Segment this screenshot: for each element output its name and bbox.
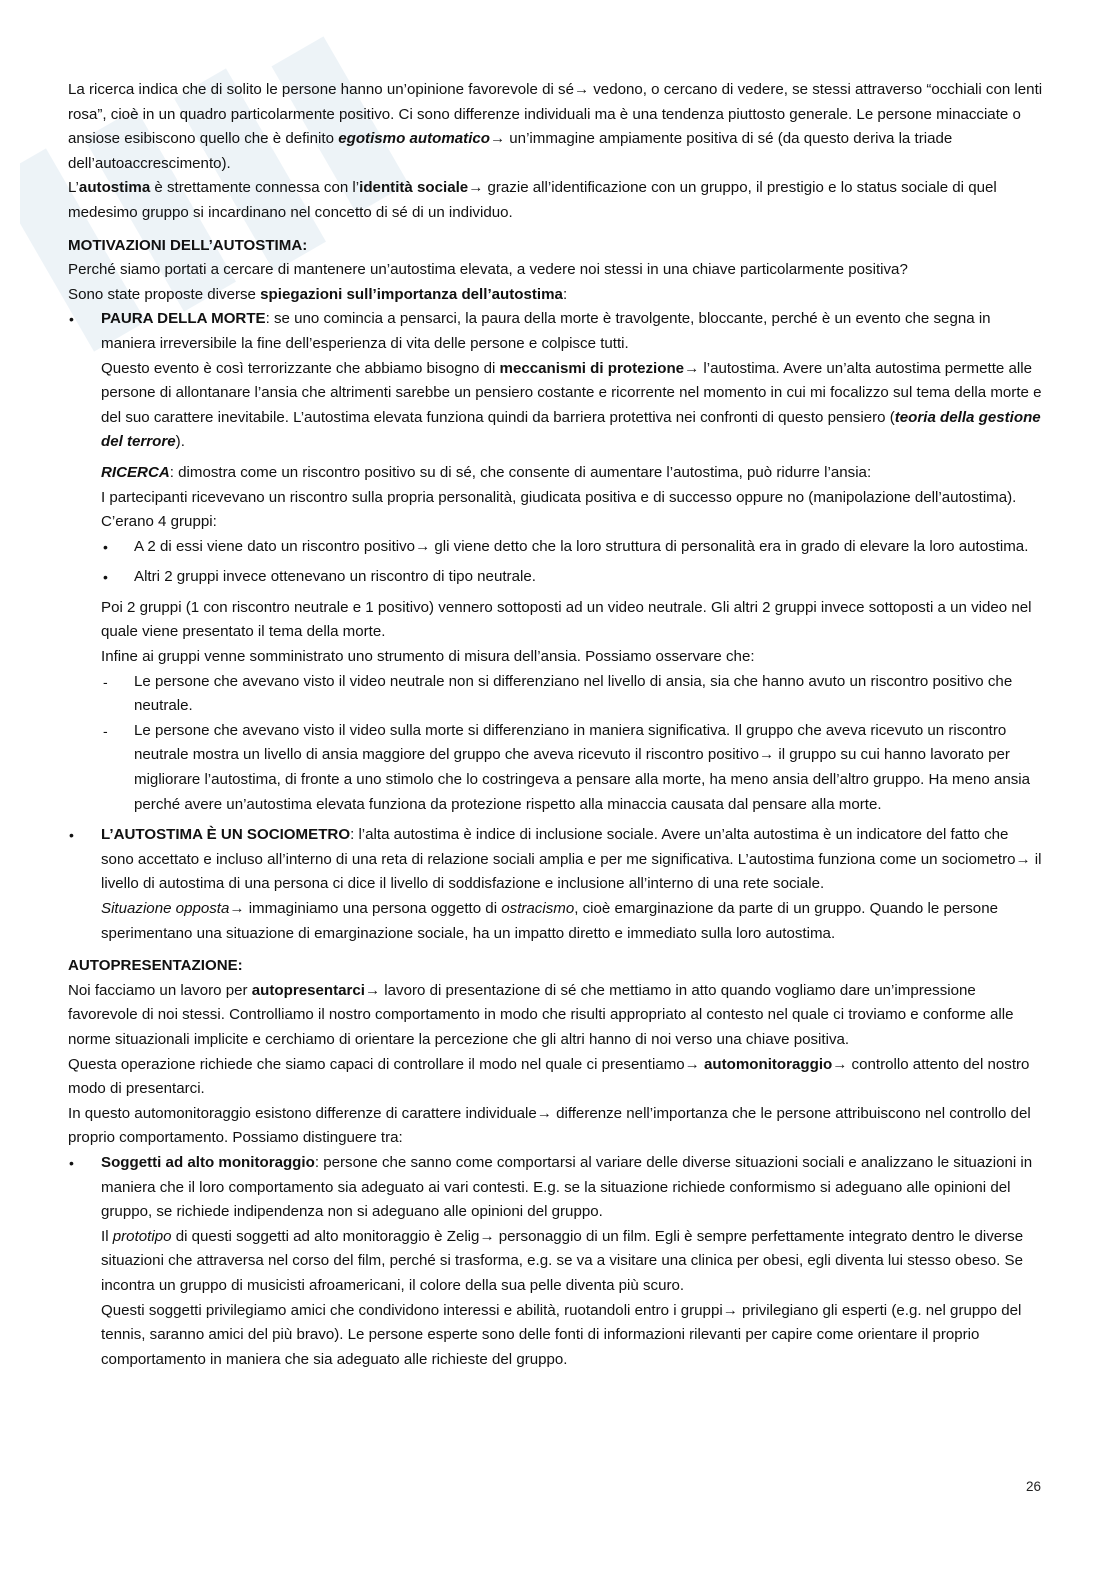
motivazioni-paragraph-2: Sono state proposte diverse spiegazioni sull’importanza dell’autostima:: [68, 285, 568, 303]
page-number: 26: [1026, 1479, 1042, 1494]
autopresentazione-paragraph-2: Questa operazione richiede che siamo capaci di controllare il modo nel quale ci presentiamo→ automonitoraggio→ controllo attento del nostro modo di presentarci.: [68, 1055, 1030, 1098]
intro-paragraph-2: L’autostima è strettamente connessa con l’identità sociale→ grazie all’identificazione con un gruppo, il prestigio e lo status sociale di quel medesimo gruppo si incardinano nel concetto di sé di un individuo.: [68, 179, 997, 221]
bullet-icon: •: [69, 311, 74, 328]
arrow-icon: →: [832, 1055, 848, 1073]
bullet-icon: •: [103, 569, 108, 586]
ricerca-dash-morte: - Le persone che avevano visto il video sulla morte si differenziano in maniera significativa. Il gruppo che aveva ricevuto un riscontro neutrale mostra un livello di ansia maggiore del gruppo che aveva ricevuto il riscontro positivo→ il gruppo su cui hanno lavorato per migliorare l’autostima, di fronte a uno stimolo che lo costringeva a pensare alla morte, ha meno ansia dell’altro gruppo. Ha meno ansia perché avere un’autostima elevata funziona da protezione rispetto alla minaccia causata dal pensare alla morte.: [68, 719, 1043, 817]
section-heading-motivazioni: MOTIVAZIONI DELL’AUTOSTIMA:: [68, 236, 308, 254]
arrow-icon: →: [1015, 850, 1031, 868]
arrow-icon: →: [364, 981, 381, 999]
ricerca-partecipanti: I partecipanti ricevevano un riscontro sulla propria personalità, giudicata positiva e di successo oppure no (manipolazione dell’autostima). C’erano 4 gruppi:: [101, 488, 1017, 531]
intro-paragraph-1: La ricerca indica che di solito le persone hanno un’opinione favorevole di sé→ vedono, o cercano di vedere, se stessi attraverso “occhiali con lenti rosa”, cioè in un quadro particolarmente positivo. Ci sono differenze individuali ma è una tendenza piuttosto generale. Le persone minacciate o ansiose esibiscono quello che è definito egotismo automatico→ un’immagine ampiamente positiva di sé (da questo deriva la triade dell’autoaccrescimento).: [68, 81, 1043, 172]
dash-icon: -: [103, 722, 108, 739]
arrow-icon: →: [722, 1301, 738, 1319]
arrow-icon: →: [684, 1055, 700, 1073]
arrow-icon: →: [684, 359, 700, 377]
autopresentazione-paragraph-3: In questo automonitoraggio esistono differenze di carattere individuale→ differenze nell’importanza che le persone attribuiscono nel controllo del proprio comportamento. Possiamo distinguere tra:: [68, 1104, 1031, 1147]
ricerca-bullet-neutrale: • Altri 2 gruppi invece ottenevano un riscontro di tipo neutrale.: [68, 565, 1043, 590]
arrow-icon: →: [536, 1104, 552, 1122]
arrow-icon: →: [415, 537, 431, 555]
arrow-icon: →: [468, 179, 484, 197]
bullet-paura-della-morte: • PAURA DELLA MORTE: se uno comincia a pensarci, la paura della morte è travolgente, bloccante, perché è un evento che segna in maniera irreversibile la fine dell’esperienza di vita delle persone e colpisce tutti. Questo evento è così terrorizzante che abbiamo bisogno di meccanismi di protezione→ l’autostima. Avere un’alta autostima permette alle persone di allontanare l’ansia che altrimenti sarebbe un pensiero costante e ricorrente nel momento in cui mi focalizzo sul tema della morte e del suo carattere inevitabile. L’autostima elevata funziona quindi da barriera protettiva nei confronti di questo pensiero (teoria della gestione del terrore).: [68, 307, 1043, 455]
bullet-icon: •: [69, 827, 74, 844]
arrow-icon: →: [573, 81, 590, 98]
ricerca-ansia: Infine ai gruppi venne somministrato uno strumento di misura dell’ansia. Possiamo osservare che:: [101, 648, 755, 666]
autopresentazione-paragraph-1: Noi facciamo un lavoro per autopresentarci→ lavoro di presentazione di sé che mettiamo in atto quando vogliamo dare un’impressione favorevole di noi stessi. Controlliamo il nostro comportamento in modo che risulti appropriato al contesto nel quale ci troviamo e conforme alle norme situazionali implicite e cerchiamo di orientare la percezione che gli altri hanno di noi verso una chiave positiva.: [68, 981, 1014, 1048]
section-heading-autopresentazione: AUTOPRESENTAZIONE:: [68, 957, 243, 975]
bullet-sociometro: • L’AUTOSTIMA È UN SOCIOMETRO: l’alta autostima è indice di inclusione sociale. Avere un’alta autostima è un indicatore del fatto che sono accettato e incluso all’interno di una reta di relazione sociali amplia e per me significativa. L’autostima funziona come un sociometro→ il livello di autostima di una persona ci dice il livello di soddisfazione e inclusione all’interno di una rete sociale. Situazione opposta→ immaginiamo una persona oggetto di ostracismo, cioè emarginazione da parte di un gruppo. Quando le persone sperimentano una situazione di emarginazione sociale, ha un impatto diretto e immediato sulla loro autostima.: [68, 823, 1043, 946]
ricerca-video: Poi 2 gruppi (1 con riscontro neutrale e 1 positivo) vennero sottoposti ad un video neutrale. Gli altri 2 gruppi invece sottoposti a un video nel quale viene presentato il tema della morte.: [101, 598, 1032, 641]
document-body: [68, 78, 1043, 1372]
bullet-icon: •: [69, 1154, 74, 1171]
arrow-icon: →: [490, 130, 506, 148]
bullet-alto-monitoraggio: • Soggetti ad alto monitoraggio: persone che sanno come comportarsi al variare delle diverse situazioni sociali e analizzano le situazioni in maniera che il loro comportamento sia adeguato ai vari contesti. E.g. se la situazione richiede conformismo si adeguano alle opinioni del gruppo, se richiede indipendenza non si adeguano alle opinioni del gruppo. Il prototipo di questi soggetti ad alto monitoraggio è Zelig→ personaggio di un film. Egli è sempre perfettamente integrato dentro le diverse situazioni che attraversa nel corso del film, perché si trasforma, e.g. se va a visitare una clinica per obesi, egli diventa lui stesso obeso. Se incontra un gruppo di musicisti afroamericani, il colore della sua pelle diventa più scuro. Questi soggetti privilegiamo amici che condividono interessi e abilità, ruotandoli entro i gruppi→ privilegiano gli esperti (e.g. nel gruppo del tennis, saranno amici del più bravo). Le persone esperte sono delle fonti di informazioni rilevanti per capire come orientare il proprio comportamento in maniera che sia adeguato alle richieste del gruppo.: [68, 1151, 1043, 1372]
ricerca-bullet-positivo: • A 2 di essi viene dato un riscontro positivo→ gli viene detto che la loro struttura di personalità era in grado di elevare la loro autostima.: [68, 535, 1043, 560]
arrow-icon: →: [479, 1227, 495, 1245]
motivazioni-paragraph-1: Perché siamo portati a cercare di mantenere un’autostima elevata, a vedere noi stessi in una chiave particolarmente positiva?: [68, 261, 908, 279]
ricerca-intro: RICERCA: dimostra come un riscontro positivo su di sé, che consente di aumentare l’autostima, può ridurre l’ansia:: [101, 463, 872, 481]
ricerca-dash-neutrale: - Le persone che avevano visto il video neutrale non si differenziano nel livello di ansia, sia che hanno avuto un riscontro positivo che neutrale.: [68, 670, 1043, 719]
dash-icon: -: [103, 673, 108, 690]
bullet-icon: •: [103, 538, 108, 555]
arrow-icon: →: [759, 746, 775, 764]
arrow-icon: →: [229, 900, 245, 917]
